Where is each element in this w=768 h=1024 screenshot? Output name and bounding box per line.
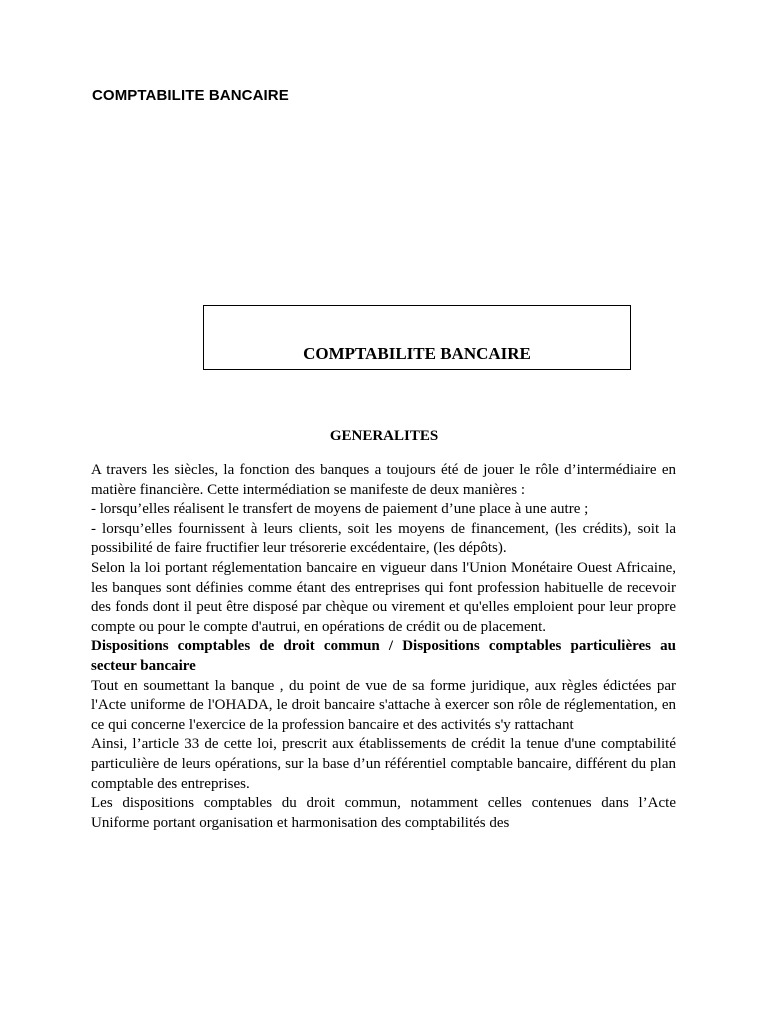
subheading-dispositions: Dispositions comptables de droit commun / Dispositions comptables particulières au secteur bancaire [91, 638, 676, 674]
paragraph-article-33: Ainsi, l’article 33 de cette loi, prescrit aux établissements de crédit la tenue d'une comptabilité particulière de leurs opérations, sur la base d’un référentiel comptable bancaire, différent du plan comptable des entreprises. [91, 736, 676, 792]
box-title: COMPTABILITE BANCAIRE [303, 344, 531, 363]
paragraph-ohada: Tout en soumettant la banque , du point de vue de sa forme juridique, aux règles édictées par l'Acte uniforme de l'OHADA, le droit bancaire s'attache à exercer son rôle de réglementation, en ce qui concerne l'exercice de la profession bancaire et des activités s'y rattachant [91, 677, 676, 733]
section-heading: GENERALITES [329, 428, 439, 444]
paragraph-intro: A travers les siècles, la fonction des banques a toujours été de jouer le rôle d’intermédiaire en matière financière. Cette intermédiation se manifeste de deux manières : [91, 462, 676, 498]
paragraph-bullet-financing: - lorsqu’elles fournissent à leurs clients, soit les moyens de financement, (les crédits), soit la possibilité de faire fructifier leur trésorerie excédentaire, (les dépôts). [91, 520, 676, 557]
title-box [203, 305, 631, 370]
paragraph-definition: Selon la loi portant réglementation bancaire en vigueur dans l'Union Monétaire Ouest Africaine, les banques sont définies comme étant des entreprises qui font profession habituelle de recevoir des fonds dont il peut être disposé par chèque ou virement et qu'elles emploient pour leur propre compte ou pour le compte d'autrui, en opérations de crédit ou de placement. [91, 559, 676, 635]
paragraph-droit-commun: Les dispositions comptables du droit commun, notamment celles contenues dans l’Acte Uniforme portant organisation et harmonisation des comptabilités des [91, 795, 676, 831]
body-text [91, 461, 676, 833]
document-header-title: COMPTABILITE BANCAIRE [92, 87, 289, 104]
paragraph-bullet-transfer: - lorsqu’elles réalisent le transfert de moyens de paiement d’une place à une autre ; [91, 501, 589, 518]
